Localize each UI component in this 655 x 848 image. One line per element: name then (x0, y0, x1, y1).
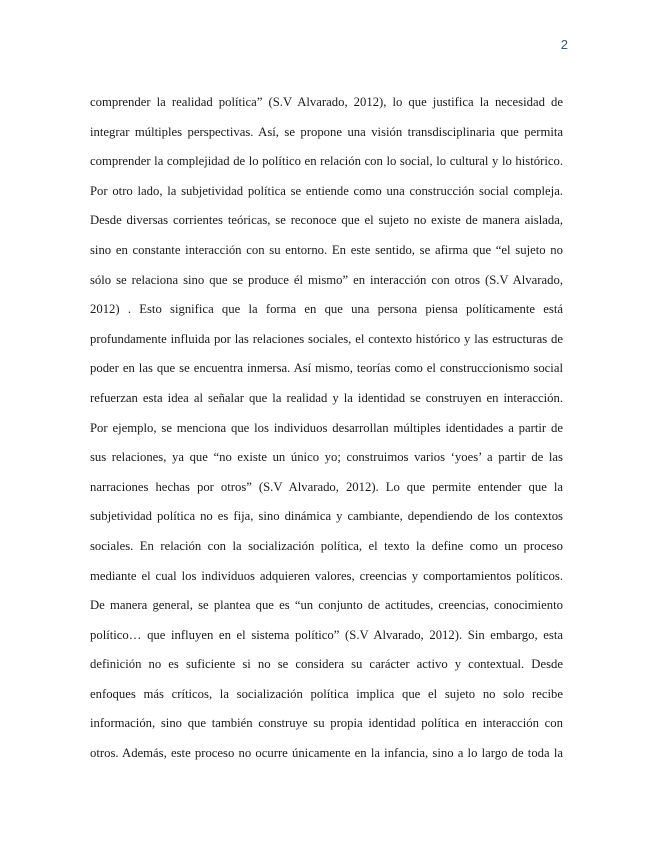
text-line: narraciones hechas por otros” (S.V Alvarado, 2012). Lo que permite entender que la (90, 479, 563, 494)
text-line: sólo se relaciona sino que se produce él mismo” en interacción con otros (S.V Alvarado, (90, 272, 563, 287)
text-line: profundamente influida por las relaciones sociales, el contexto histórico y las estructuras de (90, 331, 563, 346)
text-line: definición no es suficiente si no se considera su carácter activo y contextual. Desde (90, 657, 563, 672)
text-line: integrar múltiples perspectivas. Así, se propone una visión transdisciplinaria que permita (90, 124, 563, 139)
text-line: subjetividad política no es fija, sino dinámica y cambiante, dependiendo de los contextos (90, 509, 563, 524)
text-line: Por ejemplo, se menciona que los individuos desarrollan múltiples identidades a partir de (90, 420, 563, 435)
text-line: sociales. En relación con la socialización política, el texto la define como un proceso (90, 538, 563, 553)
body-paragraph (90, 88, 563, 769)
text-line: sus relaciones, ya que “no existe un único yo; construimos varios ‘yoes’ a partir de las (90, 450, 563, 465)
text-line: 2012) . Esto significa que la forma en que una persona piensa políticamente está (90, 302, 563, 317)
text-line: poder en las que se encuentra inmersa. Así mismo, teorías como el construccionismo social (90, 361, 563, 376)
page-number: 2 (560, 37, 568, 52)
text-line: mediante el cual los individuos adquieren valores, creencias y comportamientos políticos. (90, 568, 563, 583)
text-line: político… que influyen en el sistema político” (S.V Alvarado, 2012). Sin embargo, esta (90, 627, 563, 642)
text-line: sino en constante interacción con su entorno. En este sentido, se afirma que “el sujeto no (90, 242, 563, 257)
text-line: enfoques más críticos, la socialización política implica que el sujeto no solo recibe (90, 686, 563, 701)
text-line: refuerzan esta idea al señalar que la realidad y la identidad se construyen en interacción. (90, 390, 563, 405)
text-line: información, sino que también construye su propia identidad política en interacción con (90, 716, 563, 731)
text-line: Desde diversas corrientes teóricas, se reconoce que el sujeto no existe de manera aislada, (90, 213, 563, 228)
text-line: De manera general, se plantea que es “un conjunto de actitudes, creencias, conocimiento (90, 598, 563, 613)
text-line: comprender la realidad política” (S.V Alvarado, 2012), lo que justifica la necesidad de (90, 95, 563, 109)
text-line: Por otro lado, la subjetividad política se entiende como una construcción social compleja. (90, 183, 563, 198)
text-line: otros. Además, este proceso no ocurre únicamente en la infancia, sino a lo largo de toda la (90, 746, 563, 761)
text-line: comprender la complejidad de lo político en relación con lo social, lo cultural y lo histórico. (90, 154, 563, 169)
